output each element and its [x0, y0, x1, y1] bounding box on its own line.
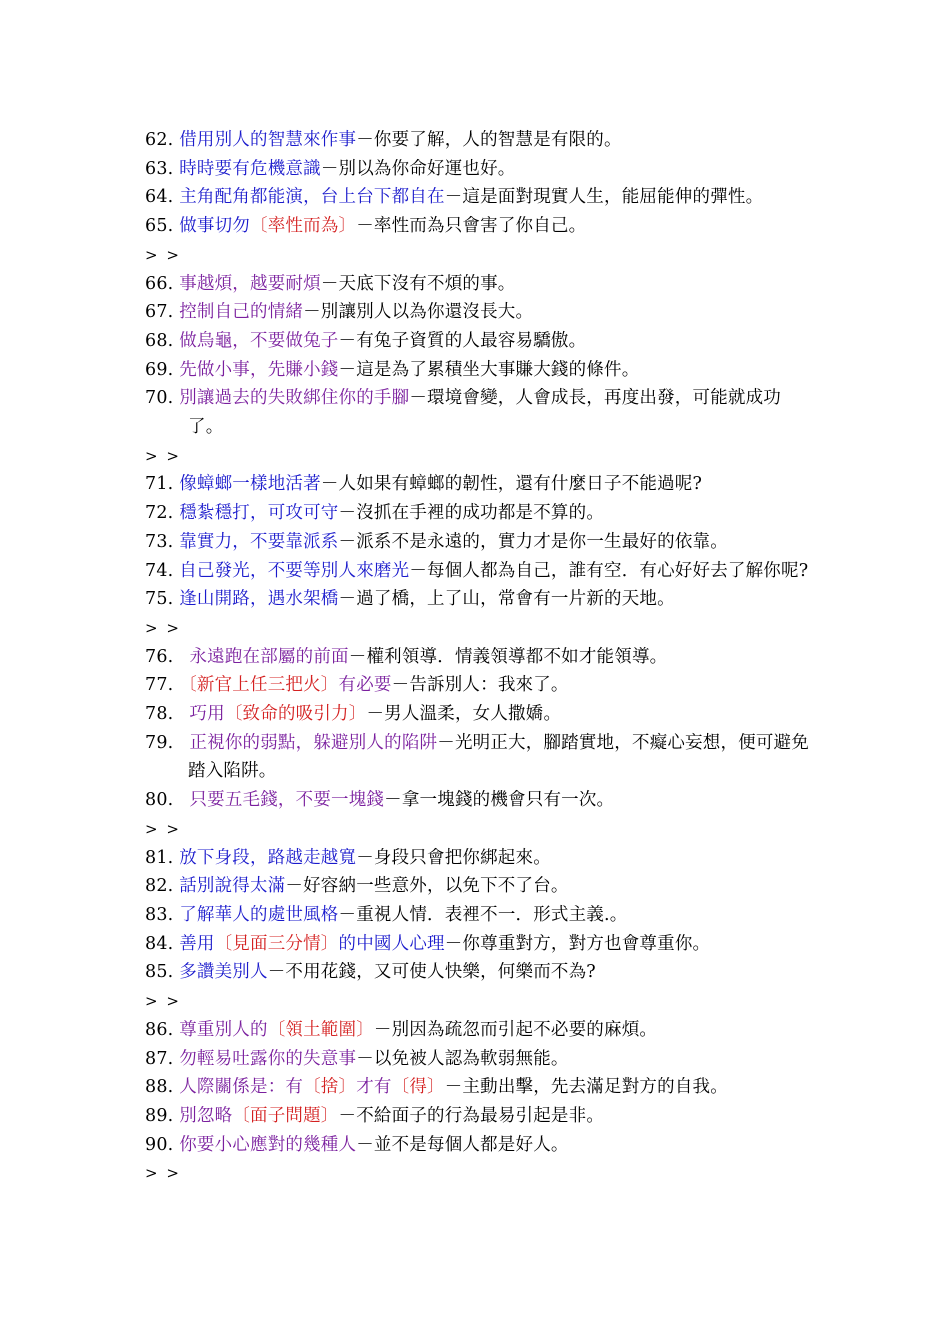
entry-title: 放下身段，路越走越寬 — [179, 847, 357, 868]
entry-number: 67. — [145, 302, 174, 323]
entry-title: 〔面子問題〕 — [232, 1105, 339, 1126]
entry-title: 靠實力，不要靠派系 — [179, 531, 339, 552]
entry-description: －好容納一些意外，以免下不了台。 — [285, 876, 569, 897]
entry-title: 人際關係是：有 — [179, 1077, 304, 1098]
entry-number: 79. — [145, 732, 174, 753]
entry-title: 自己發光，不要等別人來磨光 — [179, 560, 410, 581]
entry-description: －光明正大，腳踏實地，不癡心妄想，便可避免踏入陷阱。 — [188, 732, 809, 782]
entry-number: 84. — [145, 933, 174, 954]
entry-number: 85. — [145, 962, 174, 983]
entry-description: －權利領導．情義領導都不如才能領導。 — [348, 646, 668, 667]
entry-number: 82. — [145, 876, 174, 897]
entry-description: －每個人都為自己，誰有空．有心好好去了解你呢? — [409, 560, 809, 581]
entry-number: 76. — [145, 646, 174, 667]
entry-title: 多讚美別人 — [179, 962, 268, 983]
entry-description: －人如果有蟑螂的韌性，還有什麼日子不能過呢? — [320, 474, 703, 495]
entry-title: 〔見面三分情〕 — [214, 933, 339, 954]
entry-title: 借用別人的智慧來作事 — [179, 130, 357, 150]
entry-line — [145, 930, 815, 959]
entry-number: 83. — [145, 904, 174, 925]
entry-description: －別因為疏忽而引起不必要的麻煩。 — [373, 1019, 658, 1040]
entry-description: －過了橋，上了山，常會有一片新的天地。 — [338, 589, 675, 610]
entry-number: 74. — [145, 560, 174, 581]
entry-title: 主角配角都能演，台上台下都自在 — [179, 187, 445, 208]
entry-line — [145, 470, 815, 499]
entry-title: 〔捨〕 — [303, 1077, 357, 1098]
entry-line — [145, 872, 815, 901]
entry-number: 65. — [145, 216, 174, 237]
entry-title: 〔新官上任三把火〕 — [179, 675, 339, 696]
entry-line — [145, 384, 815, 441]
entry-line — [145, 183, 815, 212]
entry-description: －主動出擊，先去滿足對方的自我。 — [444, 1077, 728, 1098]
entry-line — [145, 1016, 815, 1045]
entry-description: －這是面對現實人生，能屈能伸的彈性。 — [444, 187, 764, 208]
entry-number: 64. — [145, 187, 174, 208]
entry-title: 穩紮穩打，可攻可守 — [179, 503, 339, 524]
entry-title: 事越煩，越要耐煩 — [179, 273, 321, 294]
entry-line — [145, 1131, 815, 1160]
entry-line — [145, 844, 815, 873]
entry-title: 時時要有危機意識 — [179, 158, 321, 179]
entry-title: 只要五毛錢，不要一塊錢 — [189, 790, 385, 811]
entry-title: 勿輕易吐露你的失意事 — [179, 1048, 357, 1069]
entry-description: －派系不是永遠的，實力才是你一生最好的依靠。 — [338, 531, 728, 552]
entry-line — [145, 643, 815, 672]
entry-line — [145, 298, 815, 327]
entry-title: 先做小事，先賺小錢 — [179, 359, 339, 380]
entry-title: 永遠跑在部屬的前面 — [189, 646, 349, 667]
entry-description: －環境會變，人會成長，再度出發，可能就成功了。 — [188, 388, 782, 438]
entry-number: 89. — [145, 1105, 174, 1126]
entry-line — [145, 356, 815, 385]
entry-description: －身段只會把你綁起來。 — [356, 847, 551, 868]
section-separator: > > — [145, 245, 181, 264]
entry-description: －率性而為只會害了你自己。 — [356, 216, 587, 237]
entry-line — [145, 1102, 815, 1131]
entry-title: 你要小心應對的幾種人 — [179, 1134, 357, 1155]
entry-line — [145, 958, 815, 987]
entry-title: 的中國人心理 — [338, 933, 445, 954]
entry-line — [145, 528, 815, 557]
entry-description: －以免被人認為軟弱無能。 — [356, 1048, 569, 1069]
entry-title: 〔得〕 — [391, 1077, 445, 1098]
section-separator: > > — [145, 446, 181, 465]
entry-description: －並不是每個人都是好人。 — [356, 1134, 569, 1155]
entry-line — [145, 671, 815, 700]
entry-title: 話別說得太滿 — [179, 876, 286, 897]
entry-description: －你要了解，人的智慧是有限的。 — [356, 130, 622, 150]
entry-number: 77. — [145, 675, 174, 696]
entry-line — [145, 155, 815, 184]
entry-title: 巧用 — [189, 704, 225, 725]
entry-line — [145, 786, 815, 815]
entry-description: －重視人情．表裡不一．形式主義.。 — [338, 904, 628, 925]
entry-title: 做事切勿 — [179, 216, 251, 237]
entry-title: 像蟑螂一樣地活著 — [179, 474, 321, 495]
entry-title: 善用 — [179, 933, 215, 954]
entry-title: 〔領土範圍〕 — [267, 1019, 374, 1040]
entry-line — [145, 499, 815, 528]
entry-line — [145, 585, 815, 614]
entry-description: －沒抓在手裡的成功都是不算的。 — [338, 503, 605, 524]
entry-line — [145, 1045, 815, 1074]
entry-description: －不用花錢，又可使人快樂，何樂而不為? — [267, 962, 596, 983]
entry-description: －別讓別人以為你還沒長大。 — [303, 302, 534, 323]
entry-line — [145, 557, 815, 586]
entry-title: 〔致命的吸引力〕 — [224, 704, 367, 725]
entry-line — [145, 270, 815, 299]
entry-title: 正視你的弱點，躲避別人的陷阱 — [189, 732, 438, 753]
entry-number: 62. — [145, 130, 174, 150]
section-separator: > > — [145, 819, 181, 838]
entry-line — [145, 1073, 815, 1102]
entry-number: 73. — [145, 531, 174, 552]
entry-number: 80. — [145, 790, 174, 811]
section-separator: > > — [145, 618, 181, 637]
entry-number: 81. — [145, 847, 174, 868]
entry-title: 〔率性而為〕 — [250, 216, 357, 237]
entry-description: －告訴別人：我來了。 — [391, 675, 569, 696]
entry-number: 88. — [145, 1077, 174, 1098]
entry-number: 75. — [145, 589, 174, 610]
entry-description: －你尊重對方，對方也會尊重你。 — [444, 933, 711, 954]
entry-description: －這是為了累積坐大事賺大錢的條件。 — [338, 359, 640, 380]
entry-title: 才有 — [356, 1077, 392, 1098]
section-separator: > > — [145, 992, 181, 1011]
entry-title: 做烏龜，不要做兔子 — [179, 330, 339, 351]
entry-line — [145, 901, 815, 930]
entry-number: 78. — [145, 704, 174, 725]
entry-title: 尊重別人的 — [179, 1019, 268, 1040]
entry-number: 90. — [145, 1134, 174, 1155]
entry-title: 有必要 — [338, 675, 392, 696]
entry-title: 別忽略 — [179, 1105, 233, 1126]
entry-line — [145, 126, 815, 155]
entry-line — [145, 700, 815, 729]
entry-title: 了解華人的處世風格 — [179, 904, 339, 925]
entry-number: 70. — [145, 388, 174, 409]
entry-number: 72. — [145, 503, 174, 524]
entry-number: 86. — [145, 1019, 174, 1040]
entry-description: －有兔子資質的人最容易驕傲。 — [338, 330, 587, 351]
entry-title: 別讓過去的失敗綁住你的手腳 — [179, 388, 410, 409]
entry-description: －男人溫柔，女人撒嬌。 — [366, 704, 562, 725]
entry-title: 控制自己的情緒 — [179, 302, 304, 323]
entry-description: －天底下沒有不煩的事。 — [320, 273, 516, 294]
document-body — [145, 126, 815, 1188]
entry-description: －拿一塊錢的機會只有一次。 — [384, 790, 615, 811]
entry-number: 69. — [145, 359, 174, 380]
entry-title: 逢山開路，遇水架橋 — [179, 589, 339, 610]
entry-line — [145, 729, 815, 786]
section-separator: > > — [145, 1164, 181, 1183]
entry-number: 66. — [145, 273, 174, 294]
entry-description: －不給面子的行為最易引起是非。 — [338, 1105, 605, 1126]
entry-line — [145, 327, 815, 356]
entry-description: －別以為你命好運也好。 — [320, 158, 516, 179]
entry-number: 63. — [145, 158, 174, 179]
entry-line — [145, 212, 815, 241]
entry-number: 68. — [145, 330, 174, 351]
entry-number: 71. — [145, 474, 174, 495]
entry-number: 87. — [145, 1048, 174, 1069]
